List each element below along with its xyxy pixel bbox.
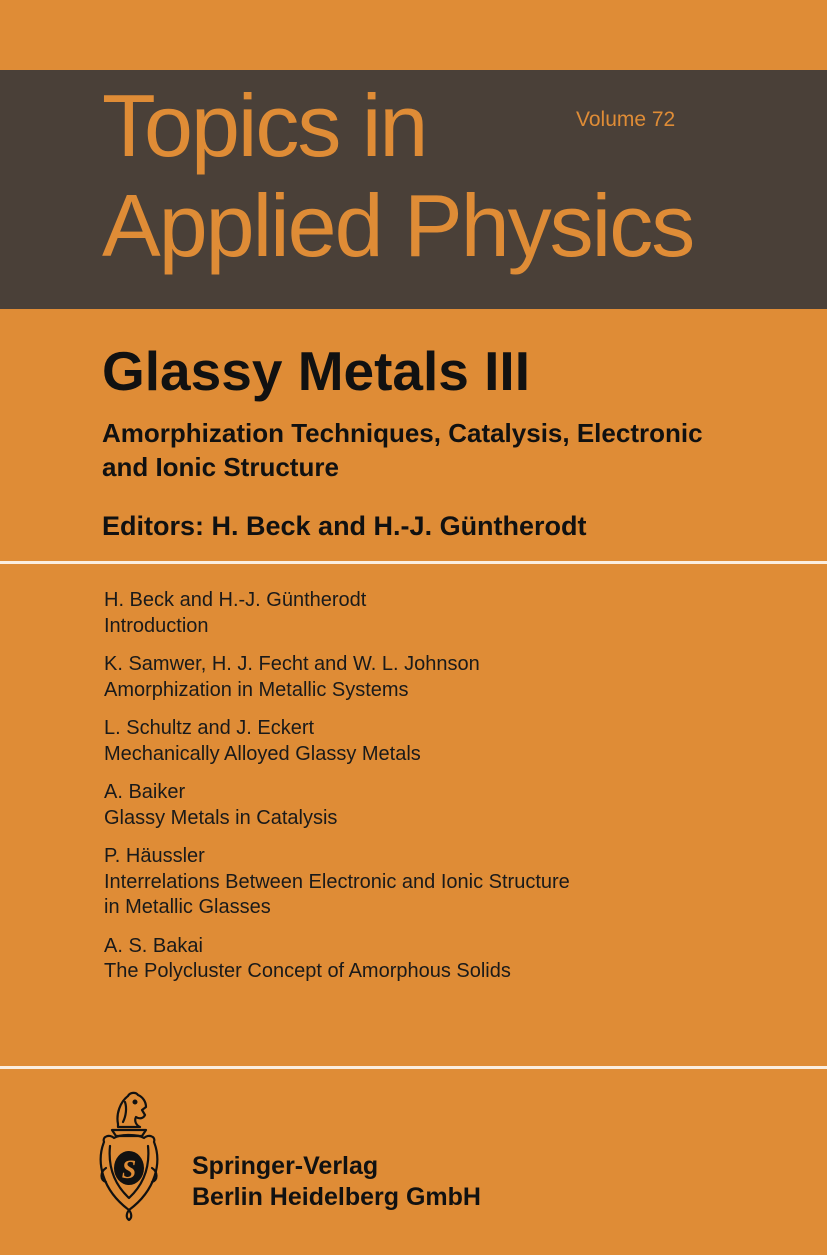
entry-authors: A. Baiker bbox=[104, 781, 186, 803]
subtitle-line2: and Ionic Structure bbox=[102, 452, 339, 482]
contents-entry bbox=[104, 716, 804, 767]
entry-title: Interrelations Between Electronic and Ionic Structure bbox=[104, 870, 570, 893]
contents-list bbox=[104, 588, 804, 998]
springer-knight-logo-icon bbox=[96, 1088, 162, 1222]
divider-bottom bbox=[0, 1066, 827, 1069]
contents-entry bbox=[104, 844, 804, 921]
entry-title: Introduction bbox=[104, 614, 209, 637]
entry-title: Mechanically Alloyed Glassy Metals bbox=[104, 742, 421, 765]
entry-title: in Metallic Glasses bbox=[104, 896, 271, 918]
contents-entry bbox=[104, 588, 804, 639]
contents-entry bbox=[104, 780, 804, 831]
publisher-location: Berlin Heidelberg GmbH bbox=[192, 1183, 481, 1211]
volume-number: Volume 72 bbox=[576, 108, 676, 131]
entry-authors: P. Häussler bbox=[104, 845, 205, 867]
contents-entry bbox=[104, 934, 804, 985]
book-subtitle bbox=[102, 416, 802, 484]
entry-authors: H. Beck and H.-J. Güntherodt bbox=[104, 589, 367, 611]
entry-authors: A. S. Bakai bbox=[104, 934, 203, 957]
series-title-line1: Topics in bbox=[102, 76, 427, 175]
divider-top bbox=[0, 561, 827, 564]
entry-authors: K. Samwer, H. J. Fecht and W. L. Johnson bbox=[104, 653, 480, 675]
editors: Editors: H. Beck and H.-J. Güntherodt bbox=[102, 511, 587, 541]
book-title: Glassy Metals III bbox=[102, 340, 530, 402]
contents-entry bbox=[104, 652, 804, 703]
entry-title: Glassy Metals in Catalysis bbox=[104, 806, 338, 829]
series-title-line2: Applied Physics bbox=[102, 176, 694, 275]
publisher-name: Springer-Verlag bbox=[192, 1152, 379, 1180]
entry-title: Amorphization in Metallic Systems bbox=[104, 678, 409, 701]
publisher bbox=[192, 1151, 481, 1213]
svg-text:S: S bbox=[121, 1155, 137, 1184]
entry-authors: L. Schultz and J. Eckert bbox=[104, 717, 315, 739]
entry-title: The Polycluster Concept of Amorphous Solids bbox=[104, 960, 511, 982]
subtitle-line1: Amorphization Techniques, Catalysis, Electronic bbox=[102, 418, 703, 448]
series-title bbox=[102, 76, 693, 276]
